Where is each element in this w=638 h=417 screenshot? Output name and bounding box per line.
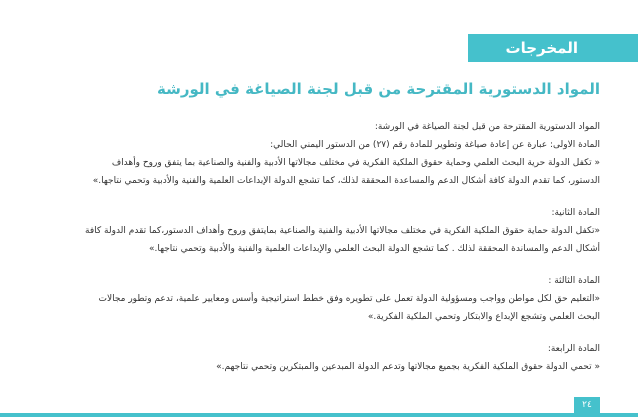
article-3-line-1: «التعليم حق لكل مواطن وواجب ومسؤولية الدولة تعمل على تطويره وفق خطط استراتيجية وأسس ومعايير علمية، تدعم وتطور مجالات xyxy=(98,294,600,304)
footer-bar xyxy=(0,413,638,417)
document-content xyxy=(34,118,600,376)
intro-line: المواد الدستورية المقترحة من قبل لجنة الصياغة في الورشة: xyxy=(374,122,600,132)
article-3-line-2: البحث العلمي وتشجع الإبداع والابتكار وتحمي الملكية الفكرية.» xyxy=(367,312,600,322)
article-1-title: المادة الاولى: عبارة عن إعادة صياغة وتطوير للمادة رقم (٢٧) من الدستور اليمني الحالي: xyxy=(270,140,600,150)
article-1-line-1: « تكفل الدولة حرية البحث العلمي وحماية حقوق الملكية الفكرية في مختلف مجالاتها الأدبية والفنية والصناعية بما يتفق وروح وأهداف xyxy=(111,158,600,168)
article-3-title: المادة الثالثة : xyxy=(548,276,600,286)
article-2-line-1: «تكفل الدولة حماية حقوق الملكية الفكرية في مختلف مجالاتها الأدبية والفنية والصناعية بمايتفق وروح وأهداف الدستور،كما تقدم الدولة كافة xyxy=(85,226,600,236)
spacer xyxy=(34,190,600,204)
spacer xyxy=(34,326,600,340)
article-2-line-2: أشكال الدعم والمساندة المحققة لذلك . كما تشجع الدولة البحث العلمي والإبداعات العلمية والفنية والأدبية وتحمي نتاجها.» xyxy=(148,244,600,254)
header-bar xyxy=(468,34,638,62)
article-2-title: المادة الثانية: xyxy=(551,208,600,218)
section-title: المواد الدستورية المقترحة من قبل لجنة الصياغة في الورشة xyxy=(156,80,600,98)
article-4-line-1: « تحمي الدولة حقوق الملكية الفكرية بجميع مجالاتها وتدعم الدولة المبدعين والمبتكرين وتحمي نتاجهم.» xyxy=(216,362,600,372)
header-label: المخرجات xyxy=(505,39,578,57)
article-1-line-2: الدستور، كما تقدم الدولة كافة أشكال الدعم والمساعدة المحققة لذلك، كما تشجع الدولة الإبداعات العلمية والفنية والأدبية وتحمي نتاجها.» xyxy=(92,176,600,186)
article-4-title: المادة الرابعة: xyxy=(547,344,600,354)
page-number: ٢٤ xyxy=(574,397,600,413)
spacer xyxy=(34,258,600,272)
